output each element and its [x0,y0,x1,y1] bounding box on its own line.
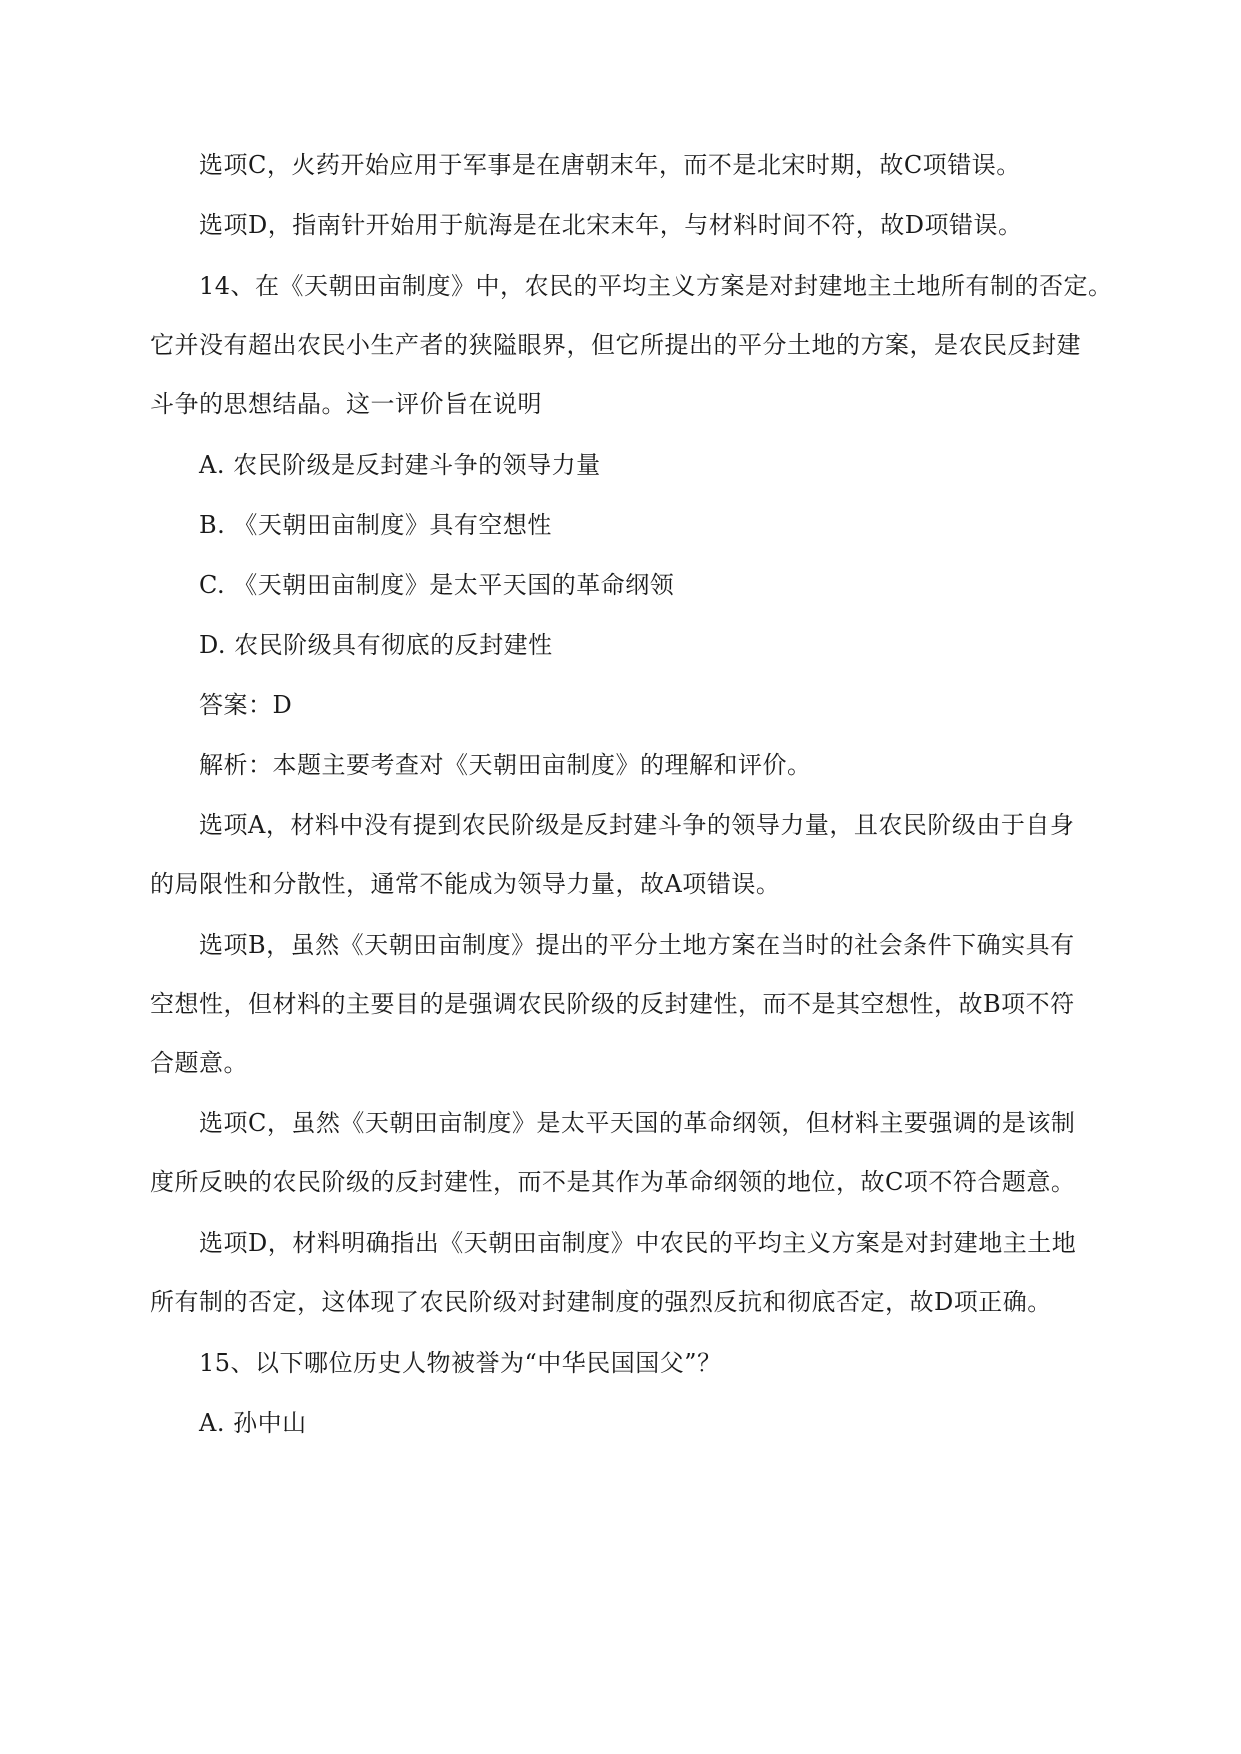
q14-stem-line-1: 14、在《天朝田亩制度》中，农民的平均主义方案是对封建地主土地所有制的否定。 [199,272,1113,300]
q14-answer: 答案：D [199,691,293,719]
q14-stem-line-2: 它并没有超出农民小生产者的狭隘眼界，但它所提出的平分土地的方案，是农民反封建 [150,331,1081,359]
q14-analysis-d-line-1: 选项D，材料明确指出《天朝田亩制度》中农民的平均主义方案是对封建地主土地 [199,1229,1077,1257]
q14-analysis-c-line-1: 选项C，虽然《天朝田亩制度》是太平天国的革命纲领，但材料主要强调的是该制 [199,1109,1076,1137]
q14-analysis-b-line-2: 空想性，但材料的主要目的是强调农民阶级的反封建性，而不是其空想性，故B项不符 [150,990,1075,1018]
q14-analysis-a-line-1: 选项A，材料中没有提到农民阶级是反封建斗争的领导力量，且农民阶级由于自身 [199,811,1075,839]
q14-stem-line-3: 斗争的思想结晶。这一评价旨在说明 [150,390,542,418]
q14-analysis-c-line-2: 度所反映的农民阶级的反封建性，而不是其作为革命纲领的地位，故C项不符合题意。 [150,1168,1076,1196]
q14-analysis-d-line-2: 所有制的否定，这体现了农民阶级对封建制度的强烈反抗和彻底否定，故D项正确。 [150,1288,1052,1316]
q14-option-a: A. 农民阶级是反封建斗争的领导力量 [199,451,601,479]
q14-analysis-a-line-2: 的局限性和分散性，通常不能成为领导力量，故A项错误。 [150,870,781,898]
q14-option-c: C. 《天朝田亩制度》是太平天国的革命纲领 [199,571,675,599]
q14-analysis-b-line-1: 选项B，虽然《天朝田亩制度》提出的平分土地方案在当时的社会条件下确实具有 [199,931,1075,959]
q15-stem: 15、以下哪位历史人物被誉为“中华民国国父”？ [199,1349,722,1377]
prev-analysis-option-d: 选项D，指南针开始用于航海是在北宋末年，与材料时间不符，故D项错误。 [199,211,1023,239]
q15-option-a: A. 孙中山 [199,1409,307,1437]
q14-option-b: B. 《天朝田亩制度》具有空想性 [199,511,552,539]
q14-option-d: D. 农民阶级具有彻底的反封建性 [199,631,553,659]
q14-analysis: 解析：本题主要考查对《天朝田亩制度》的理解和评价。 [199,751,812,779]
prev-analysis-option-c: 选项C，火药开始应用于军事是在唐朝末年，而不是北宋时期，故C项错误。 [199,151,1021,179]
q14-analysis-b-line-3: 合题意。 [150,1049,248,1077]
